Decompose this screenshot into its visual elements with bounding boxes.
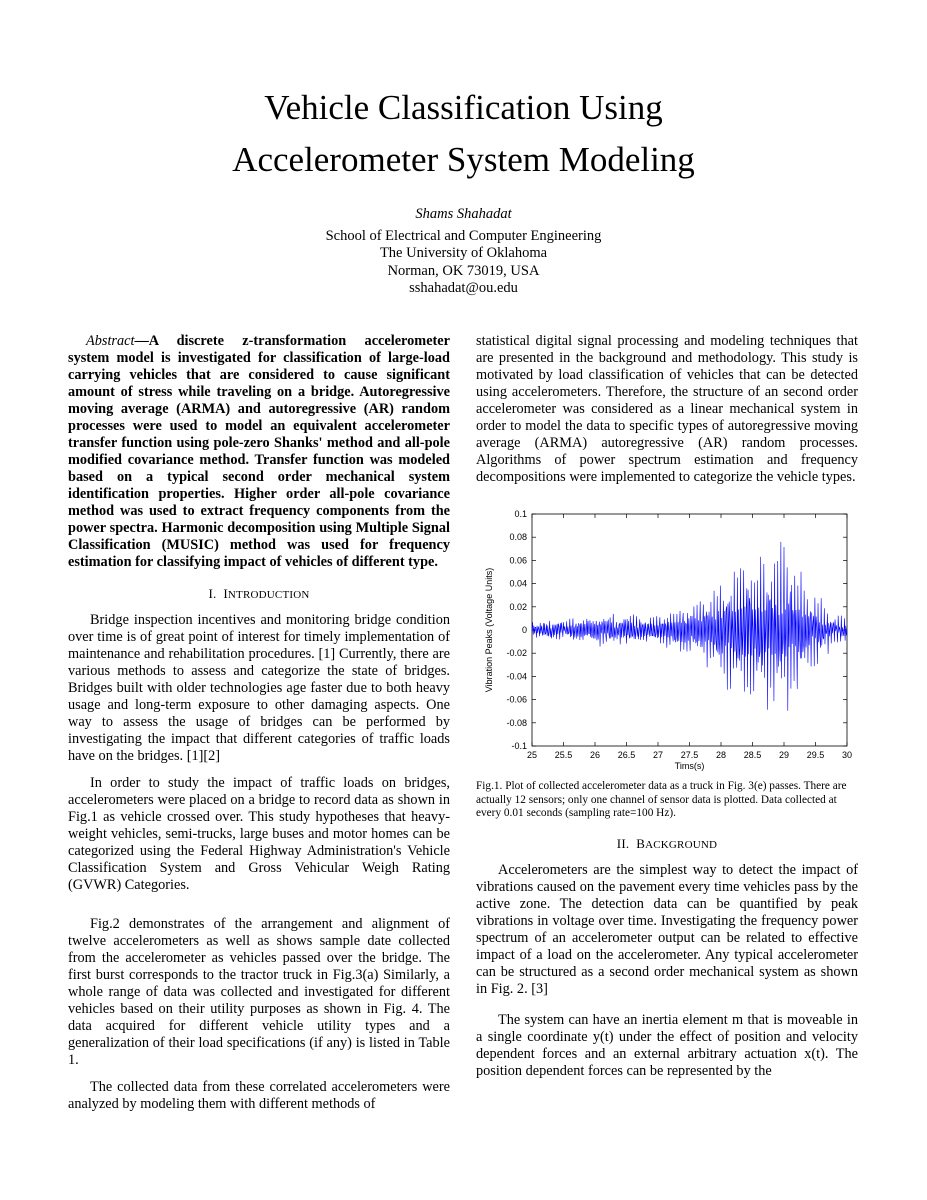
- figure-1: [476, 504, 858, 774]
- y-tick-label: 0.1: [514, 509, 527, 519]
- x-tick-label: 25: [526, 750, 538, 760]
- intro-paragraph-4: The collected data from these correlated accelerometers were analyzed by modeling them with different methods of: [68, 1079, 450, 1112]
- abstract: [68, 333, 450, 571]
- x-tick-label: 28: [715, 750, 727, 760]
- section-title-rest: NTRODUCTION: [227, 589, 310, 601]
- x-tick-label: 27.5: [680, 750, 699, 760]
- y-tick-label: 0.08: [509, 532, 527, 543]
- author-block: [0, 206, 927, 298]
- x-tick-label: 26: [589, 750, 601, 760]
- vibration-chart: [476, 504, 858, 774]
- y-tick-label: 0.04: [509, 578, 527, 589]
- y-tick-label: -0.1: [511, 741, 527, 751]
- abstract-text: A discrete z-transformation accelerometer system model is investigated for classification of large-load carrying vehicles that are considered to cause significant amount of stress while traveling on a bridge. Autoregressive moving average (ARMA) and autoregressive (AR) random processes were used to model an equivalent accelerometer transfer function using pole-zero Shanks' method and all-pole modified covariance method. Transfer function was modeled based on a typical second order mechanical system identification properties. Higher order all-pole covariance method was used to extract frequency components from the power spectra. Harmonic decomposition using Multiple Signal Classification (MUSIC) method was used for frequency estimation for classifying impact of vehicles of different type.: [68, 333, 450, 570]
- x-tick-label: 25.5: [554, 750, 573, 760]
- right-column: [476, 333, 858, 1080]
- figure-1-caption: Fig.1. Plot of collected accelerometer data as a truck in Fig. 3(e) passes. There are actually 12 sensors; only one channel of sensor data is plotted. Data collected at every 0.01 seconds (sampling rate=100 Hz).: [476, 780, 847, 819]
- intro-paragraph-3: Fig.2 demonstrates of the arrangement and alignment of twelve accelerometers as well as shows sample date collected from the accelerometer as vehicles passed over the bridge. The first burst corresponds to the tractor truck in Fig.3(a) Similarly, a whole range of data was collected and investigated for different vehicles based on their utility purposes as shown in Fig. 4. The data acquired for different vehicle utility types and a generalization of their load specifications (if any) is listed in Table 1.: [68, 916, 450, 1068]
- y-tick-label: -0.02: [506, 648, 527, 659]
- paper-title: [0, 82, 927, 186]
- y-axis-label: Vibration Peaks (Voltage Units): [484, 567, 494, 693]
- author-name: Shams Shahadat: [415, 206, 512, 222]
- y-tick-label: -0.04: [506, 671, 527, 682]
- intro-paragraph-1: Bridge inspection incentives and monitoring bridge condition over time is of great point of interest for timely implementation of maintenance and rehabilitation procedures. [1] Currently, there are various methods to assess and categorize the state of bridges. Bridges built with older technologies age faster due to both heavy usage and long-term exposure to other damaging aspects. One way to assess the usage of bridges can be performed by investigating the impact that different categories of traffic loads have on the bridges. [1][2]: [68, 612, 450, 764]
- left-column: [68, 333, 450, 1113]
- section-heading-background: [476, 835, 858, 854]
- section-title-initial: I: [223, 586, 228, 601]
- y-tick-label: 0: [521, 625, 527, 635]
- x-tick-label: 29: [778, 750, 790, 760]
- affiliation-line-3: Norman, OK 73019, USA: [387, 262, 540, 279]
- y-tick-label: -0.06: [506, 694, 527, 705]
- section-title-initial: B: [636, 835, 646, 851]
- x-tick-label: 28.5: [743, 750, 762, 760]
- title-line-2: Accelerometer System Modeling: [232, 140, 695, 179]
- affiliation-line-2: The University of Oklahoma: [379, 245, 548, 261]
- y-tick-label: 0.02: [509, 601, 527, 612]
- background-paragraph-2: The system can have an inertia element m that is moveable in a single coordinate y(t) under the effect of position and velocity dependent forces and an external arbitrary actuation x(t). The position dependent forces can be represented by the: [476, 1011, 858, 1079]
- title-line-1: Vehicle Classification Using: [264, 88, 663, 127]
- background-paragraph-1: Accelerometers are the simplest way to detect the impact of vibrations caused on the pavement every time vehicles pass by the active zone. The detection data can be quantified by peak vibrations in voltage over time. Investigating the frequency power spectrum of an accelerometer output can be related to effective impact of a load on the accelerometer. Any typical accelerometer can be structured as a second order mechanical system as shown in Fig. 2. [3]: [476, 861, 858, 997]
- x-axis-label: Tims(s): [674, 761, 705, 771]
- x-tick-label: 26.5: [617, 750, 636, 760]
- section-number: II.: [616, 835, 630, 851]
- y-tick-label: 0.06: [509, 555, 527, 566]
- x-tick-label: 30: [841, 750, 853, 760]
- signal-line: [532, 542, 847, 711]
- intro-paragraph-2: In order to study the impact of traffic loads on bridges, accelerometers were placed on a bridge to record data as shown in Fig.1 as vehicle crossed over. This study hypotheses that heavy-weight vehicles, semi-trucks, large buses and motor homes can be categorized using the Federal Highway Administration's Vehicle Classification System and Gross Vehicular Weigh Rating (GVWR) Categories.: [68, 775, 450, 893]
- affiliation-line-1: School of Electrical and Computer Engineering: [325, 227, 602, 244]
- y-tick-label: -0.08: [506, 717, 527, 728]
- x-tick-label: 27: [652, 750, 664, 760]
- section-title-rest: ACKGROUND: [645, 838, 718, 851]
- abstract-dash: —: [134, 333, 149, 349]
- right-paragraph-1: statistical digital signal processing and modeling techniques that are presented in the background and methodology. This study is motivated by load classification of vehicles that can be detected using accelerometers. Therefore, the structure of an second order accelerometer was considered as a linear mechanical system in order to model the data to specific types of autoregressive moving average (ARMA) autoregressive (AR) random processes. Algorithms of power spectrum estimation and frequency decompositions were implemented to categorize the vehicle types.: [476, 333, 858, 485]
- author-email: sshahadat@ou.edu: [409, 280, 518, 296]
- section-heading-introduction: [68, 585, 450, 604]
- abstract-lead: Abstract: [86, 333, 135, 349]
- section-number: I.: [208, 586, 217, 601]
- x-tick-label: 29.5: [806, 750, 825, 760]
